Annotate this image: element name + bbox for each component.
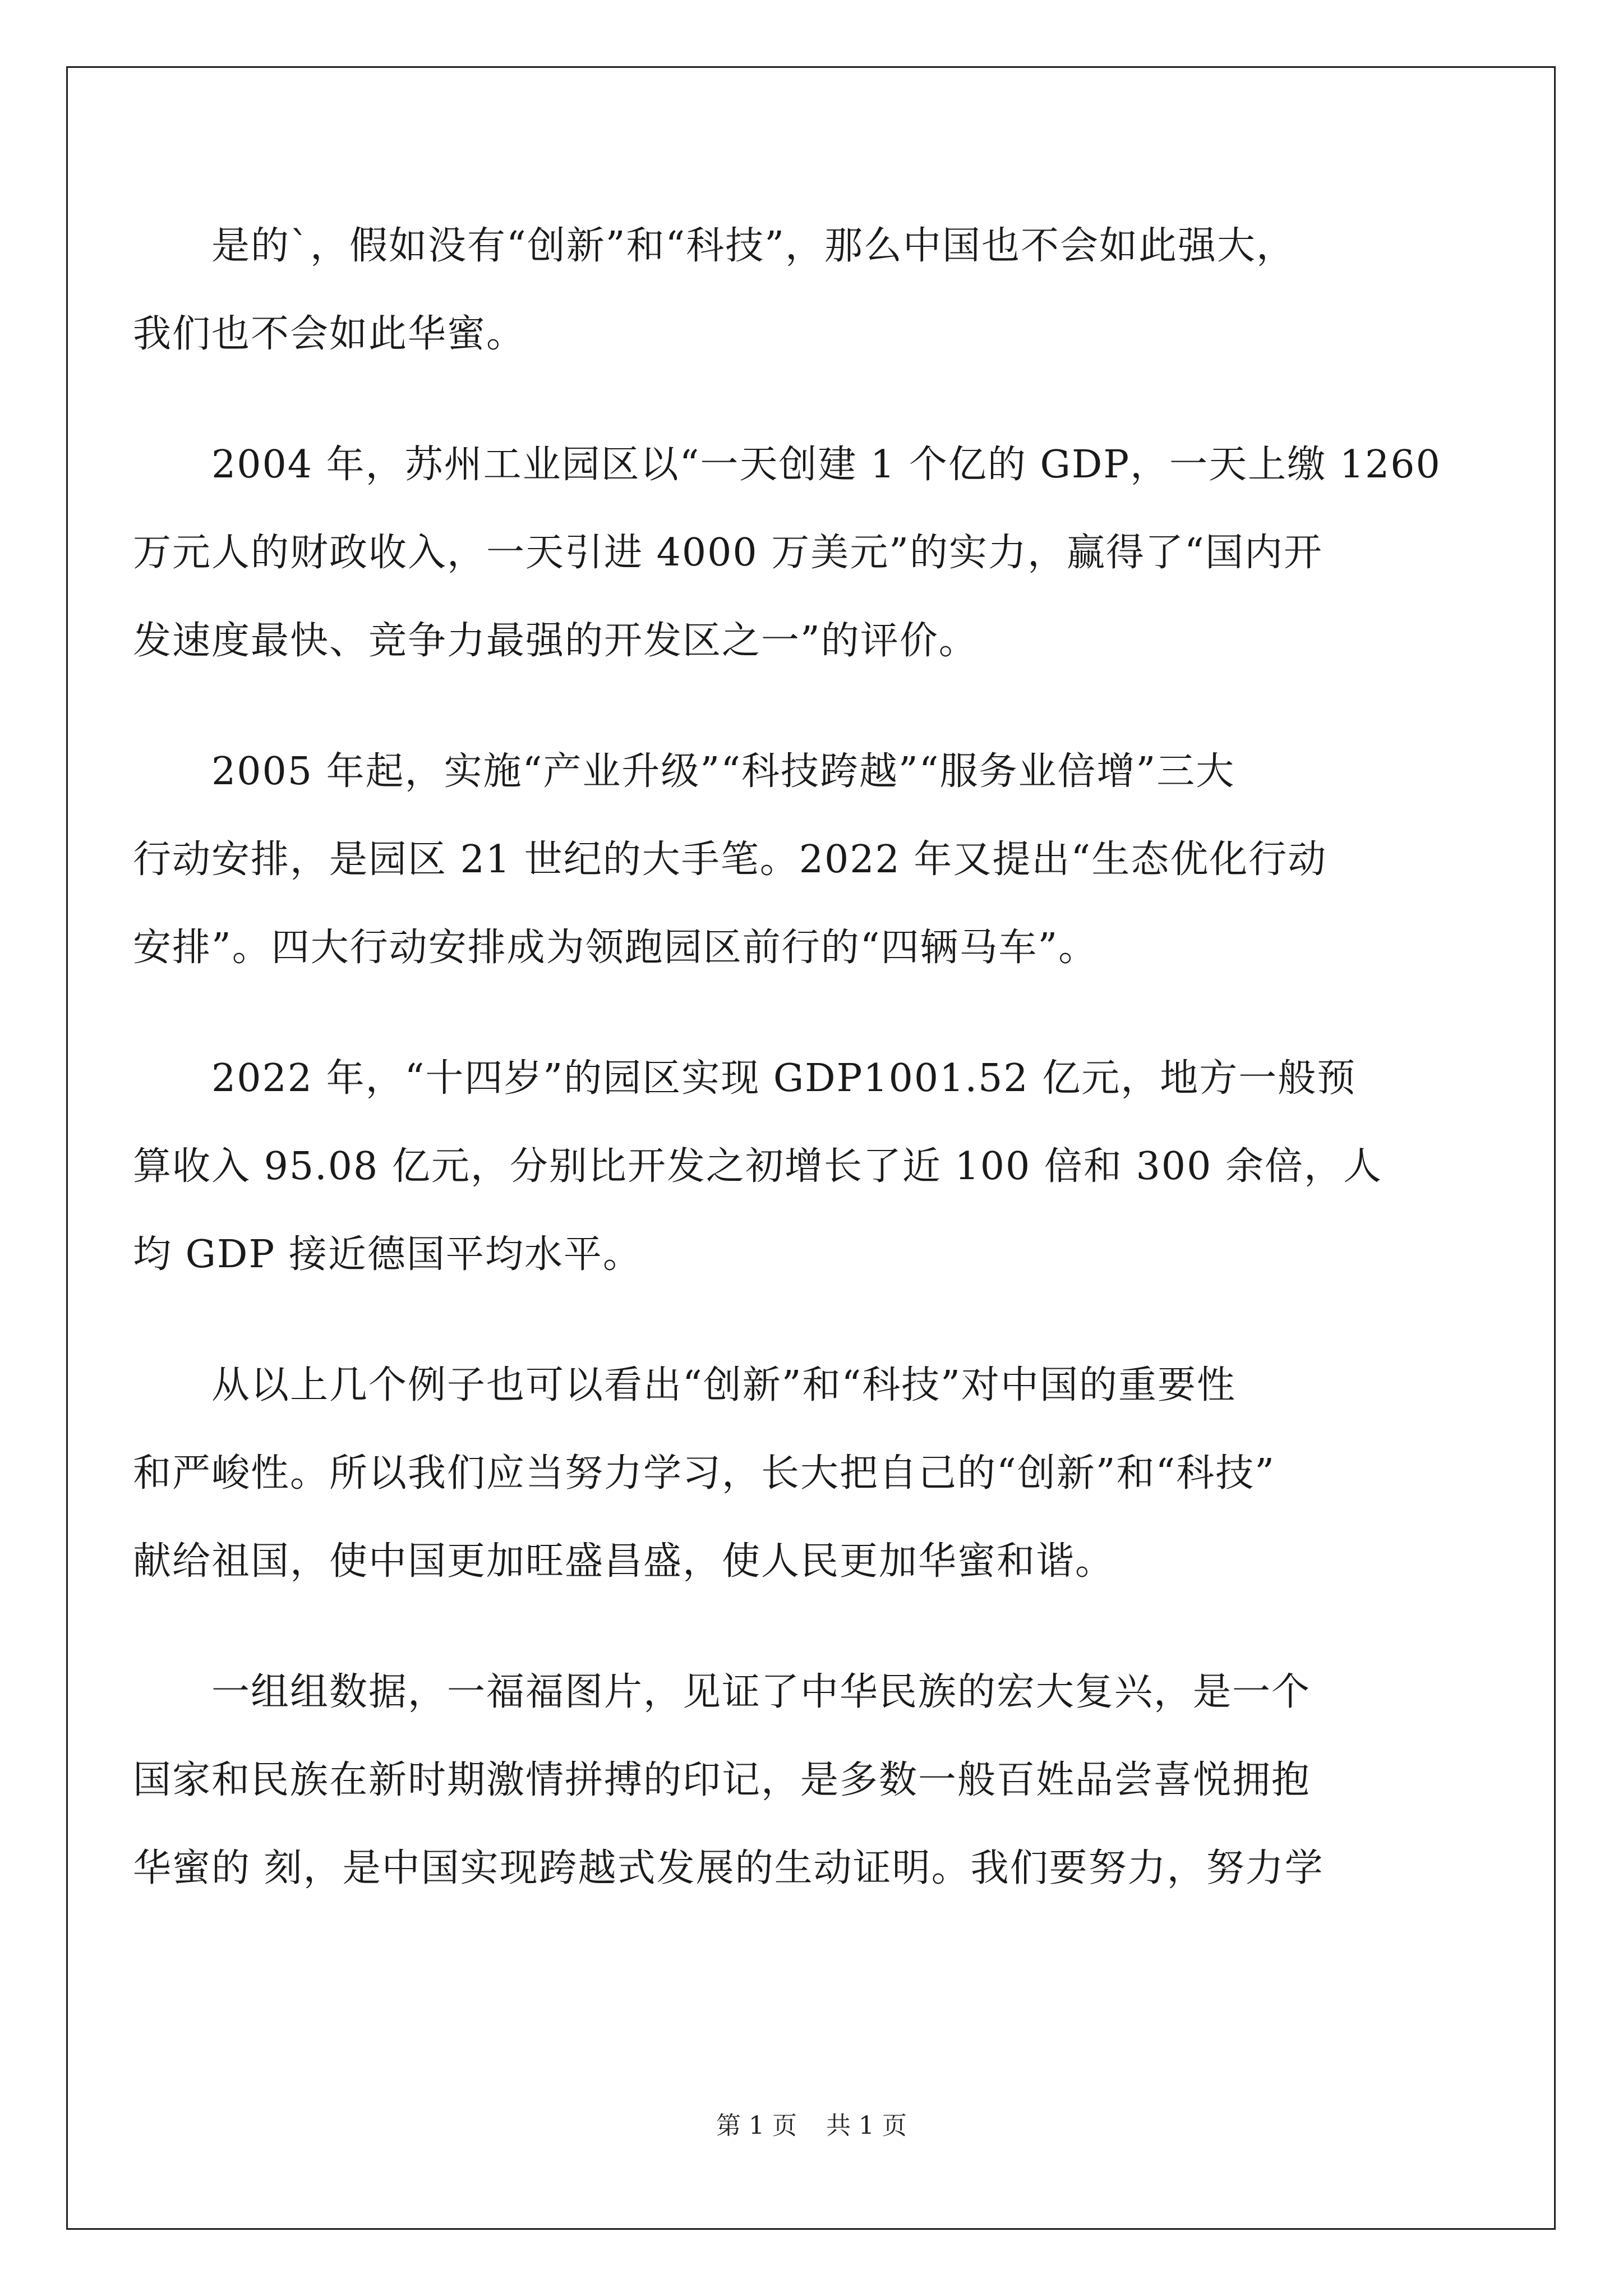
paragraph-2	[133, 421, 1458, 685]
document-body	[133, 202, 1458, 1912]
paragraph-line: 安排”。四大行动安排成为领跑园区前行的“四辆马车”。	[133, 926, 1098, 970]
paragraph-line: 发速度最快、竞争力最强的开发区之一”的评价。	[133, 619, 978, 663]
paragraph-line: 我们也不会如此华蜜。	[133, 312, 526, 356]
paragraph-line: 国家和民族在新时期激情拼搏的印记，是多数一般百姓品尝喜悦拥抱	[133, 1758, 1311, 1802]
paragraph-line: 和严峻性。所以我们应当努力学习，长大把自己的“创新”和“科技”	[133, 1451, 1276, 1496]
paragraph-1	[133, 202, 1458, 378]
paragraph-line: 2005 年起，实施“产业升级”“科技跨越”“服务业倍增”三大	[211, 749, 1235, 794]
paragraph-line: 2022 年，“十四岁”的园区实现 GDP1001.52 亿元，地方一般预	[211, 1056, 1357, 1101]
paragraph-line: 行动安排，是园区 21 世纪的大手笔。2022 年又提出“生态优化行动	[133, 838, 1327, 882]
paragraph-line: 华蜜的 刻，是中国实现跨越式发展的生动证明。我们要努力，努力学	[133, 1846, 1324, 1890]
paragraph-line: 均 GDP 接近德国平均水平。	[133, 1232, 642, 1277]
paragraph-line: 是的`，假如没有“创新”和“科技”，那么中国也不会如此强大，	[211, 224, 1296, 268]
page-number: 第 1 页	[716, 2111, 797, 2140]
paragraph-5	[133, 1341, 1458, 1605]
paragraph-line: 一组组数据，一福福图片，见证了中华民族的宏大复兴，是一个	[211, 1670, 1311, 1714]
paragraph-line: 献给祖国，使中国更加旺盛昌盛，使人民更加华蜜和谐。	[133, 1539, 1115, 1584]
paragraph-line: 算收入 95.08 亿元，分别比开发之初增长了近 100 倍和 300 余倍，人	[133, 1144, 1382, 1189]
paragraph-3	[133, 728, 1458, 992]
page-total: 共 1 页	[826, 2111, 907, 2140]
paragraph-line: 万元人的财政收入，一天引进 4000 万美元”的实力，赢得了“国内开	[133, 531, 1323, 575]
paragraph-4	[133, 1034, 1458, 1299]
paragraph-6	[133, 1648, 1458, 1912]
paragraph-line: 2004 年，苏州工业园区以“一天创建 1 个亿的 GDP，一天上缴 1260	[211, 443, 1441, 487]
page-footer	[0, 2109, 1623, 2143]
paragraph-line: 从以上几个例子也可以看出“创新”和“科技”对中国的重要性	[211, 1363, 1237, 1407]
